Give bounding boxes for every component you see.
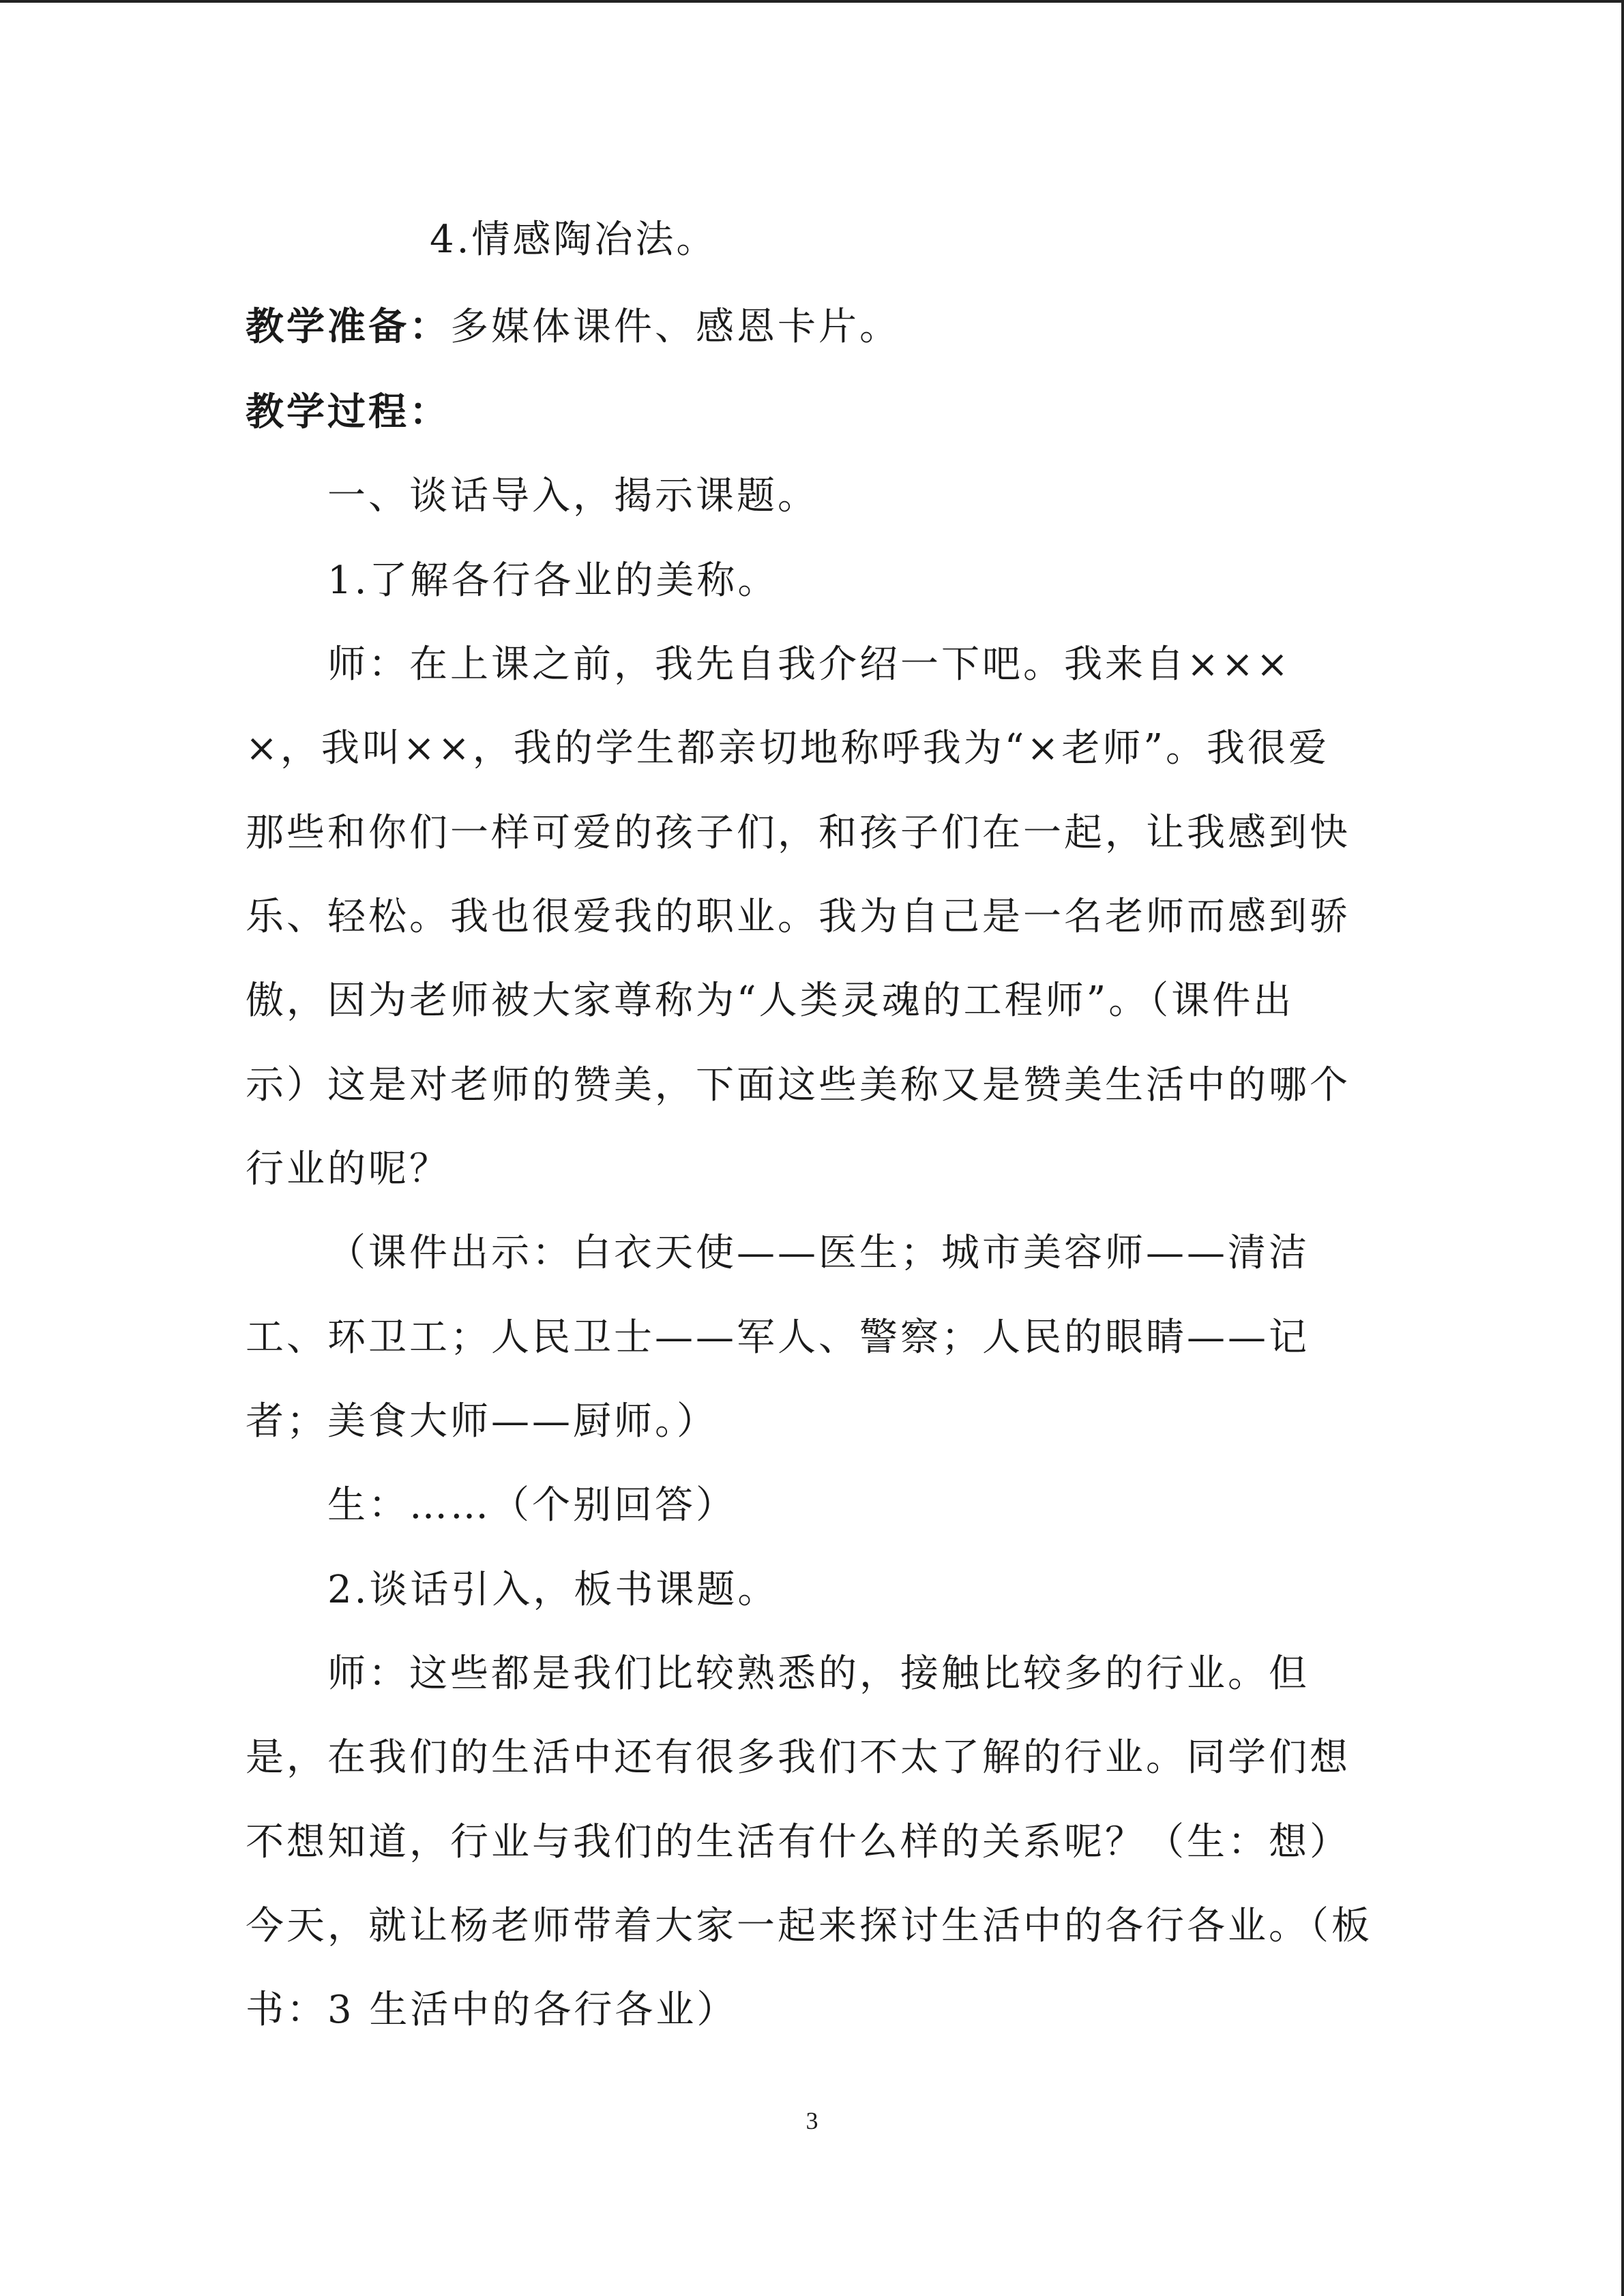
paragraph-line: 今天，就让杨老师带着大家一起来探讨生活中的各行各业。（板: [246, 1904, 1372, 1948]
paragraph-line: 师：在上课之前，我先自我介绍一下吧。我来自×××: [327, 642, 1291, 687]
paragraph-line: ×，我叫××，我的学生都亲切地称呼我为“×老师”。我很爱: [246, 726, 1329, 771]
paragraph-line: （课件出示：白衣天使——医生；城市美容师——清洁: [327, 1231, 1310, 1275]
page-number: 3: [806, 2107, 818, 2134]
section-heading-1: 一、谈话导入，揭示课题。: [327, 474, 818, 518]
paragraph-line: 乐、轻松。我也很爱我的职业。我为自己是一名老师而感到骄: [246, 895, 1350, 939]
paragraph-line: 那些和你们一样可爱的孩子们，和孩子们在一起，让我感到快: [246, 811, 1350, 855]
paragraph-line: 书：3 生活中的各行各业）: [246, 1988, 738, 2032]
paragraph-line: 师：这些都是我们比较熟悉的，接触比较多的行业。但: [327, 1652, 1310, 1696]
teaching-preparation-label: 教学准备：: [246, 305, 450, 349]
method-item-4: 4.情感陶冶法。: [430, 218, 718, 262]
teaching-preparation-text: 多媒体课件、感恩卡片。: [450, 305, 900, 349]
paragraph-line: 不想知道，行业与我们的生活有什么样的关系呢？（生：想）: [246, 1820, 1350, 1864]
teaching-preparation: [246, 300, 900, 355]
paragraph-line: 行业的呢？: [246, 1147, 450, 1191]
teaching-process-heading: 教学过程：: [246, 390, 450, 434]
subsection-heading-2: 2.谈话引入，板书课题。: [327, 1568, 779, 1612]
paragraph-line: 者；美食大师——厨师。）: [246, 1399, 718, 1444]
paragraph-line: 工、环卫工；人民卫士——军人、警察；人民的眼睛——记: [246, 1315, 1310, 1360]
subsection-heading-1: 1.了解各行各业的美称。: [327, 558, 779, 603]
paragraph-line: 示）这是对老师的赞美，下面这些美称又是赞美生活中的哪个: [246, 1063, 1350, 1107]
student-response: 生：……（个别回答）: [327, 1483, 737, 1527]
paragraph-line: 是，在我们的生活中还有很多我们不太了解的行业。同学们想: [246, 1735, 1350, 1780]
paragraph-line: 傲，因为老师被大家尊称为“人类灵魂的工程师”。（课件出: [246, 979, 1295, 1023]
